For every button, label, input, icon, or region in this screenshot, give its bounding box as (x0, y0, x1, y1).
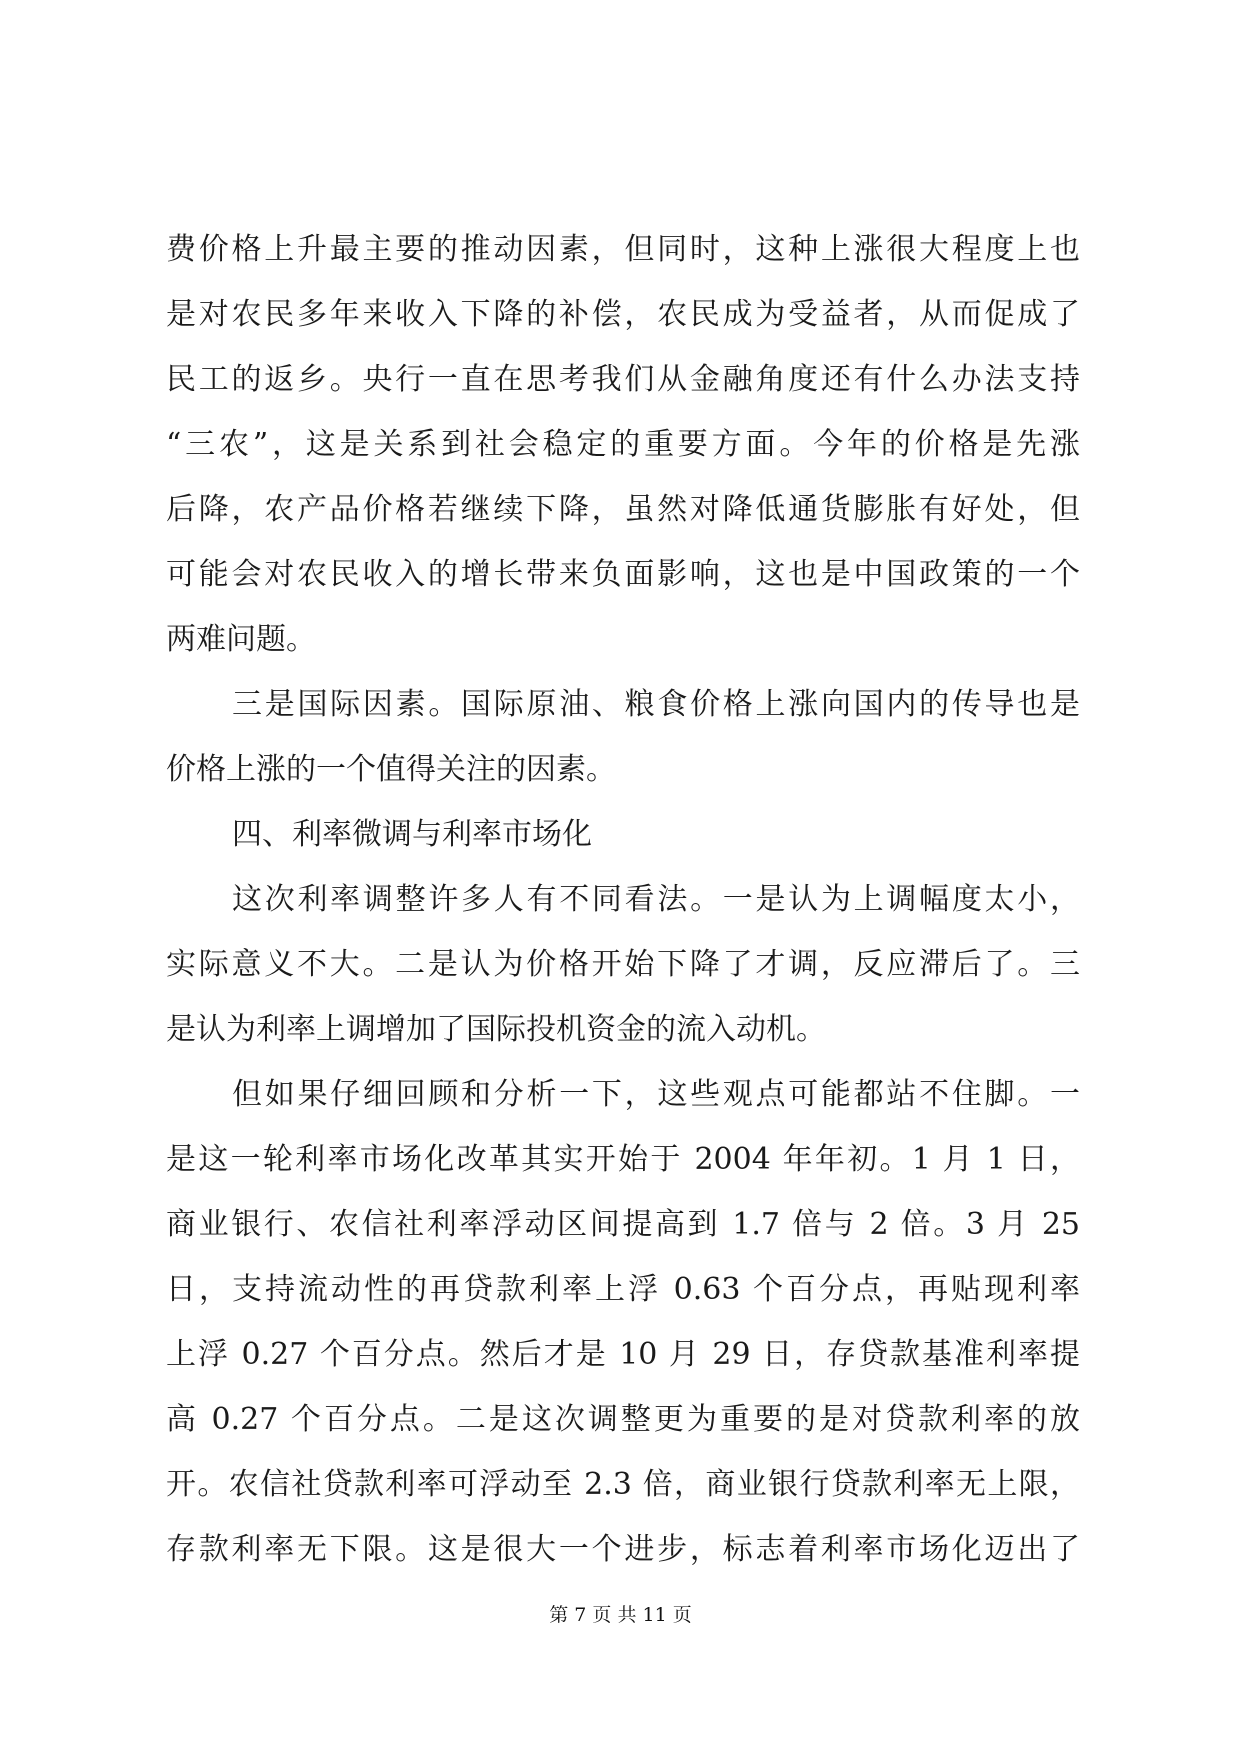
text-line: 高 0.27 个百分点。二是这次调整更为重要的是对贷款利率的放 (166, 1402, 1080, 1437)
text-line: 后降，农产品价格若继续下降，虽然对降低通货膨胀有好处，但 (166, 492, 1080, 527)
page-number-label: 第 7 页 共 11 页 (549, 1604, 692, 1626)
text-line: 实际意义不大。二是认为价格开始下降了才调，反应滞后了。三 (166, 947, 1080, 982)
text-line: 民工的返乡。央行一直在思考我们从金融角度还有什么办法支持 (166, 362, 1080, 397)
text-line: 三是国际因素。国际原油、粮食价格上涨向国内的传导也是 (232, 687, 1080, 722)
page-footer (0, 1600, 1241, 1627)
text-line: 存款利率无下限。这是很大一个进步，标志着利率市场化迈出了 (166, 1532, 1080, 1567)
text-line: “三农”，这是关系到社会稳定的重要方面。今年的价格是先涨 (166, 427, 1080, 462)
text-line: 价格上涨的一个值得关注的因素。 (166, 752, 616, 787)
text-line: 日，支持流动性的再贷款利率上浮 0.63 个百分点，再贴现利率 (166, 1272, 1080, 1307)
text-line: 是这一轮利率市场化改革其实开始于 2004 年年初。1 月 1 日， (166, 1142, 1080, 1177)
text-line: 是认为利率上调增加了国际投机资金的流入动机。 (166, 1012, 826, 1047)
text-line: 但如果仔细回顾和分析一下，这些观点可能都站不住脚。一 (232, 1077, 1080, 1112)
text-line: 上浮 0.27 个百分点。然后才是 10 月 29 日，存贷款基准利率提 (166, 1337, 1080, 1372)
text-line: 开。农信社贷款利率可浮动至 2.3 倍，商业银行贷款利率无上限， (166, 1467, 1080, 1502)
text-line: 四、利率微调与利率市场化 (232, 817, 592, 852)
text-line: 可能会对农民收入的增长带来负面影响，这也是中国政策的一个 (166, 557, 1080, 592)
text-line: 商业银行、农信社利率浮动区间提高到 1.7 倍与 2 倍。3 月 25 (166, 1207, 1080, 1242)
text-line: 费价格上升最主要的推动因素，但同时，这种上涨很大程度上也 (166, 232, 1080, 267)
text-line: 是对农民多年来收入下降的补偿，农民成为受益者，从而促成了 (166, 297, 1080, 332)
document-body (166, 230, 1080, 1595)
text-line: 两难问题。 (166, 622, 316, 657)
text-line: 这次利率调整许多人有不同看法。一是认为上调幅度太小， (232, 882, 1080, 917)
